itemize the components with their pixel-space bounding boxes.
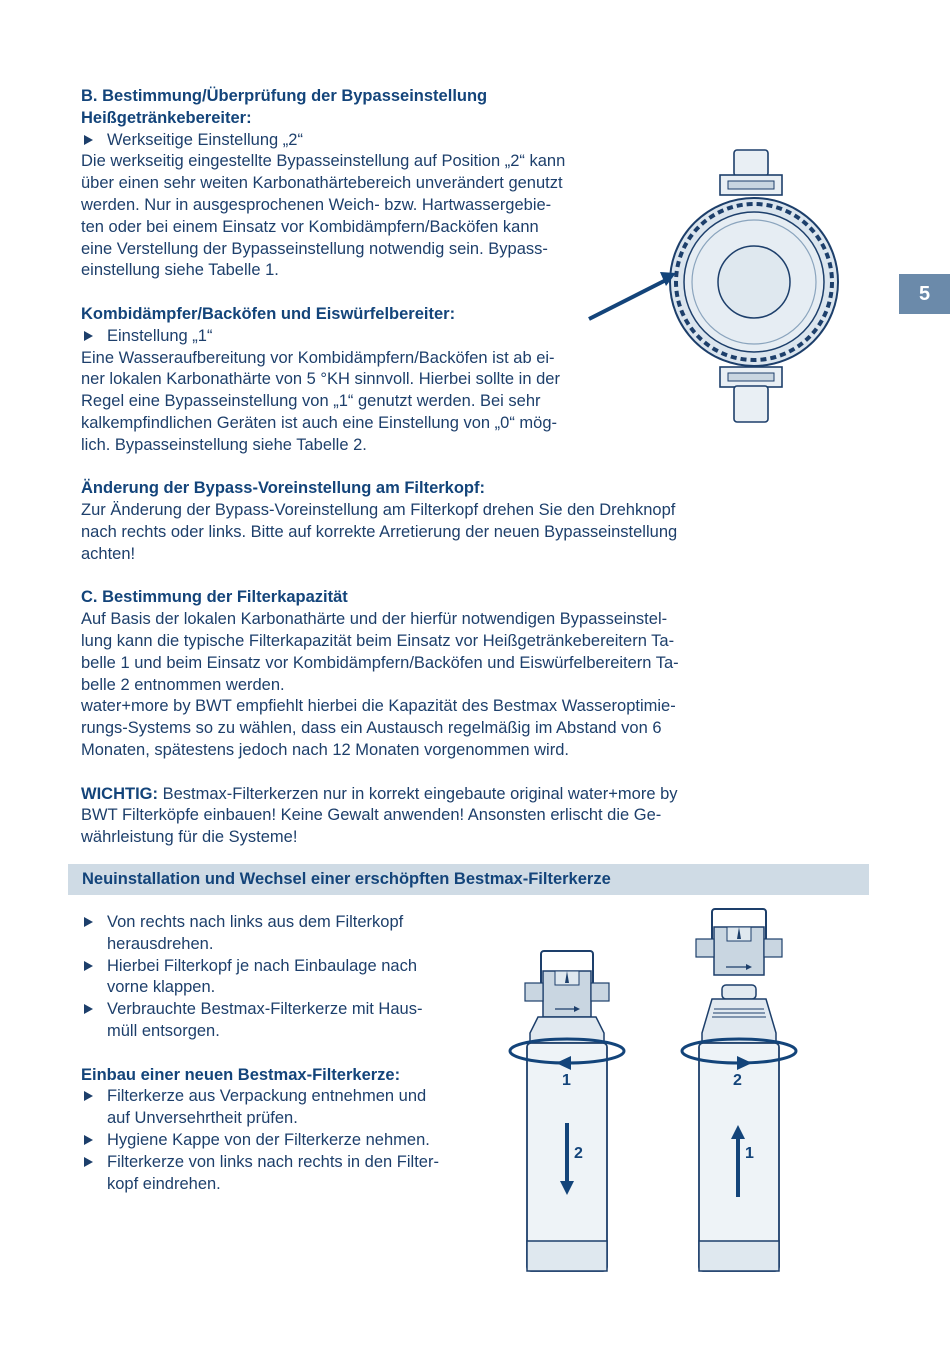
list-item <box>81 956 491 1000</box>
text-line: auf Unversehrtheit prüfen. <box>107 1109 298 1128</box>
text-line: BWT Filterköpfe einbauen! Keine Gewalt anwenden! Ansonsten erlischt die Ge- <box>81 806 662 825</box>
text-line: Monaten, spätestens jedoch nach 12 Monaten vorgenommen wird. <box>81 740 569 759</box>
text-line: Hierbei Filterkopf je nach Einbaulage nach <box>107 956 418 975</box>
right-turn-step-number: 2 <box>733 1072 742 1089</box>
sub1-heading: Heißgetränkebereiter: <box>81 108 252 127</box>
text-line: Filterkerze aus Verpackung entnehmen und <box>107 1087 427 1106</box>
warning-text: Bestmax-Filterkerzen nur in korrekt eingebaute original water+more by <box>157 784 678 803</box>
text-line: achten! <box>81 544 136 563</box>
right-push-step-number: 1 <box>745 1145 754 1162</box>
text-line: water+more by BWT empfiehlt hierbei die Kapazität des Bestmax Wasseroptimie- <box>81 697 676 716</box>
text-line: währleistung für die Systeme! <box>81 828 298 847</box>
sub3-heading: Änderung der Bypass-Voreinstellung am Filterkopf: <box>81 479 486 498</box>
text-line: müll entsorgen. <box>107 1021 220 1040</box>
sub2-bullet: Einstellung „1“ <box>81 326 621 348</box>
section-b-title: B. Bestimmung/Überprüfung der Bypasseinstellung <box>81 87 488 105</box>
sub1-bullet: Werkseitige Einstellung „2“ <box>81 130 621 152</box>
text-line: Filterkerze von links nach rechts in den Filter- <box>107 1152 439 1171</box>
text-line: Auf Basis der lokalen Karbonathärte und der hierfür notwendigen Bypasseinstel- <box>81 610 668 629</box>
text-line: ner lokalen Karbonathärte von 5 °KH sinnvoll. Hierbei sollte in der <box>81 370 560 389</box>
list-item <box>81 1086 491 1130</box>
text-line: werden. Nur in ausgesprochenen Weich- bzw. Hartwassergebie- <box>81 195 552 214</box>
section-c-title: C. Bestimmung der Filterkapazität <box>81 588 348 607</box>
text-line: Regel eine Bypasseinstellung von „1“ genutzt werden. Bei sehr <box>81 392 541 411</box>
warning-first-line <box>81 784 678 806</box>
text-line: vorne klappen. <box>107 978 216 997</box>
text-line: über einen sehr weiten Karbonathärtebereich unverändert genutzt <box>81 174 563 193</box>
text-line: lich. Bypasseinstellung siehe Tabelle 2. <box>81 435 367 454</box>
text-line: Von rechts nach links aus dem Filterkopf <box>107 913 404 931</box>
section-b <box>81 86 679 849</box>
right-cartridge <box>682 909 796 1271</box>
warning-label: WICHTIG: <box>81 784 158 803</box>
text-line: belle 1 und beim Einsatz vor Kombidämpfern/Backöfen und Eiswürfelbereitern Ta- <box>81 653 679 672</box>
list-item <box>81 1130 491 1152</box>
filter-cartridge-illustration <box>500 905 820 1280</box>
left-turn-step-number: 1 <box>562 1072 571 1089</box>
sub3-paragraph <box>81 500 678 565</box>
sub1-paragraph <box>81 151 621 282</box>
left-cartridge <box>510 951 624 1271</box>
text-line: Zur Änderung der Bypass-Voreinstellung am Filterkopf drehen Sie den Drehknopf <box>81 501 676 520</box>
text-line: Verbrauchte Bestmax-Filterkerze mit Haus- <box>107 1000 423 1019</box>
sub2-paragraph <box>81 348 621 457</box>
page-number-tab: 5 <box>899 274 950 314</box>
text-line: Die werkseitig eingestellte Bypasseinstellung auf Position „2“ kann <box>81 152 566 171</box>
text-line: kopf eindrehen. <box>107 1174 221 1193</box>
list-item <box>81 912 491 956</box>
text-line: herausdrehen. <box>107 934 214 953</box>
install-heading: Einbau einer neuen Bestmax-Filterkerze: <box>81 1065 401 1084</box>
filter-head-top-view-illustration <box>580 145 850 430</box>
installation-banner <box>68 864 869 895</box>
removal-steps <box>81 912 491 1195</box>
text-line: eine Verstellung der Bypasseinstellung notwendig sein. Bypass- <box>81 239 548 258</box>
section-c-paragraph <box>81 609 679 762</box>
text-line: rungs-Systems so zu wählen, dass ein Austausch regelmäßig im Abstand von 6 <box>81 719 662 738</box>
list-item <box>81 1152 491 1196</box>
left-pull-step-number: 2 <box>574 1145 583 1162</box>
sub2-heading: Kombidämpfer/Backöfen und Eiswürfelbereiter: <box>81 304 456 323</box>
warning-paragraph <box>81 784 678 849</box>
text-line: lung kann die typische Filterkapazität beim Einsatz vor Heißgetränkebereitern Ta- <box>81 631 675 650</box>
text-line: einstellung siehe Tabelle 1. <box>81 261 279 280</box>
text-line: Eine Wasseraufbereitung vor Kombidämpfern/Backöfen ist ab ei- <box>81 348 555 367</box>
text-line: ten oder bei einem Einsatz vor Kombidämpfern/Backöfen kann <box>81 217 539 236</box>
text-line: belle 2 entnommen werden. <box>81 675 285 694</box>
text-line: kalkempfindlichen Geräten ist auch eine Einstellung von „0“ mög- <box>81 413 558 432</box>
banner-title: Neuinstallation und Wechsel einer erschöpften Bestmax-Filterkerze <box>82 870 611 888</box>
text-line: Hygiene Kappe von der Filterkerze nehmen. <box>107 1130 430 1149</box>
text-line: nach rechts oder links. Bitte auf korrekte Arretierung der neuen Bypasseinstellung <box>81 522 678 541</box>
list-item <box>81 999 491 1043</box>
